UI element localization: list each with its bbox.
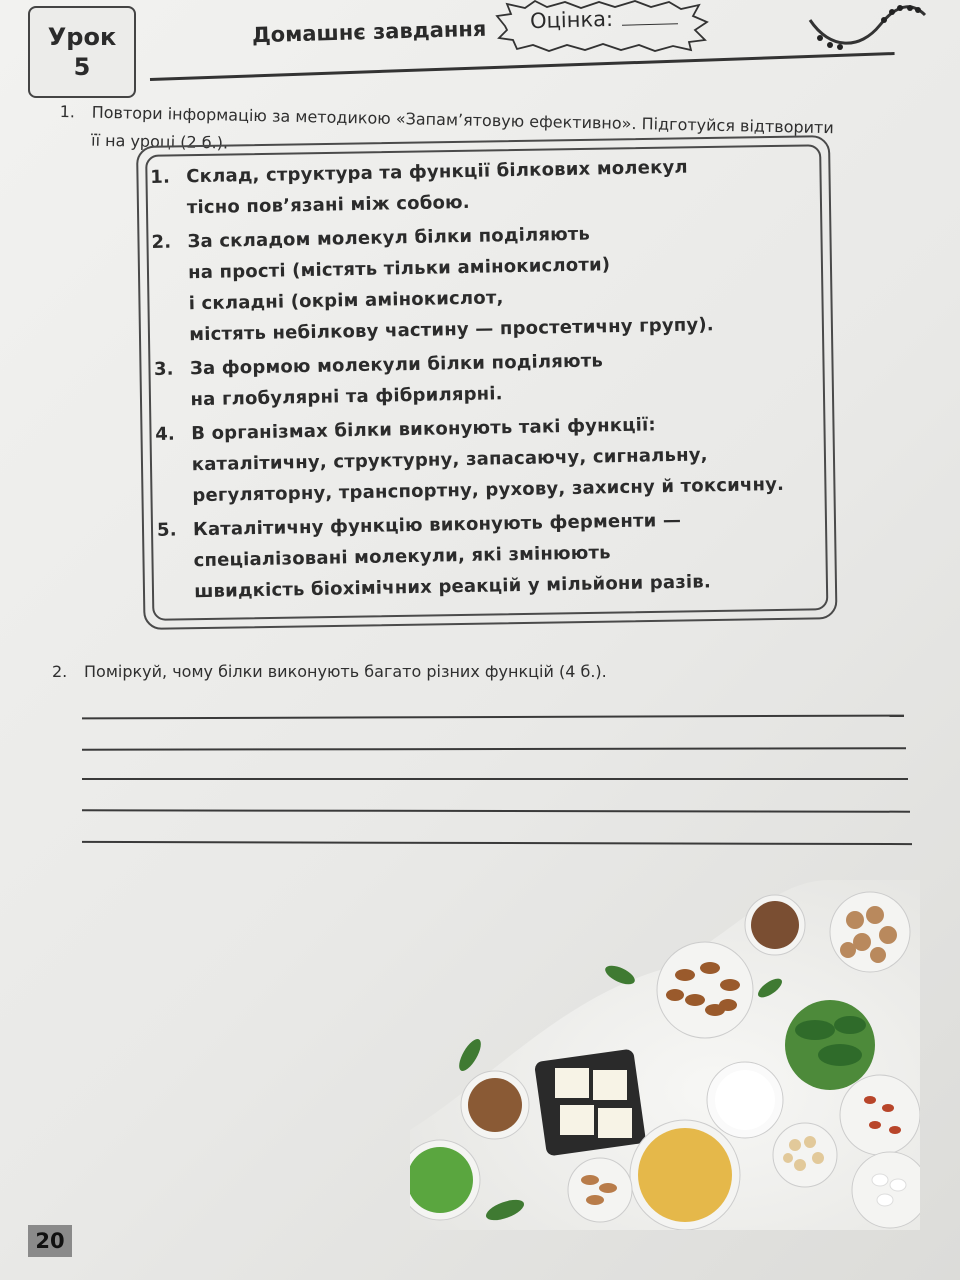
task-1-number: 1. xyxy=(59,101,76,122)
answer-line-1[interactable] xyxy=(82,715,904,719)
list-item: 1. Склад, структура та функції білкових молекул тісно пов’язані між собою. xyxy=(150,156,689,219)
header-divider xyxy=(150,52,895,81)
list-item: 2. За складом молекул білки поділяють на прості (містять тільки амінокислоти) і складні (окрім амінокислот, містять небілкову частину — простетичну групу). xyxy=(151,223,715,346)
lesson-badge xyxy=(28,6,136,98)
protein-facts-list xyxy=(150,149,828,611)
homework-title: Домашнє завдання xyxy=(251,16,487,48)
lesson-label: Урок xyxy=(47,23,117,51)
lesson-number: 5 xyxy=(73,53,91,81)
task-1-text-line2: її на уроці (2 б.). xyxy=(90,130,229,153)
page-number: 20 xyxy=(28,1225,72,1257)
answer-line-4[interactable] xyxy=(82,809,910,812)
grade-label: Оцінка: xyxy=(529,6,614,34)
answer-line-3[interactable] xyxy=(82,778,908,780)
task-2-question xyxy=(52,662,607,681)
list-item: 3. За формою молекули білки поділяють на глобулярні та фібрилярні. xyxy=(153,350,604,411)
list-item: 4. В організмах білки виконують такі функції: каталітичну, структурну, запасаючу, сигнальну, регуляторну, транспортну, рухову, захисну й токсичну. xyxy=(155,414,785,507)
answer-line-2[interactable] xyxy=(82,747,906,750)
list-item: 5. Каталітичну функцію виконують ферменти — спеціалізовані молекули, які змінюють швидкість біохімічних реакцій у мільйони разів. xyxy=(156,509,712,603)
answer-line-5[interactable] xyxy=(82,841,912,845)
task-2-number: 2. xyxy=(52,662,68,681)
task-2-text: Поміркуй, чому білки виконують багато різних функцій (4 б.). xyxy=(84,662,607,681)
dna-helix-icon xyxy=(800,0,930,60)
task-1-text-line1: Повтори інформацію за методикою «Запам’ятовую ефективно». Підготуйся відтворити xyxy=(91,102,834,138)
protein-foods-photo xyxy=(410,880,920,1230)
